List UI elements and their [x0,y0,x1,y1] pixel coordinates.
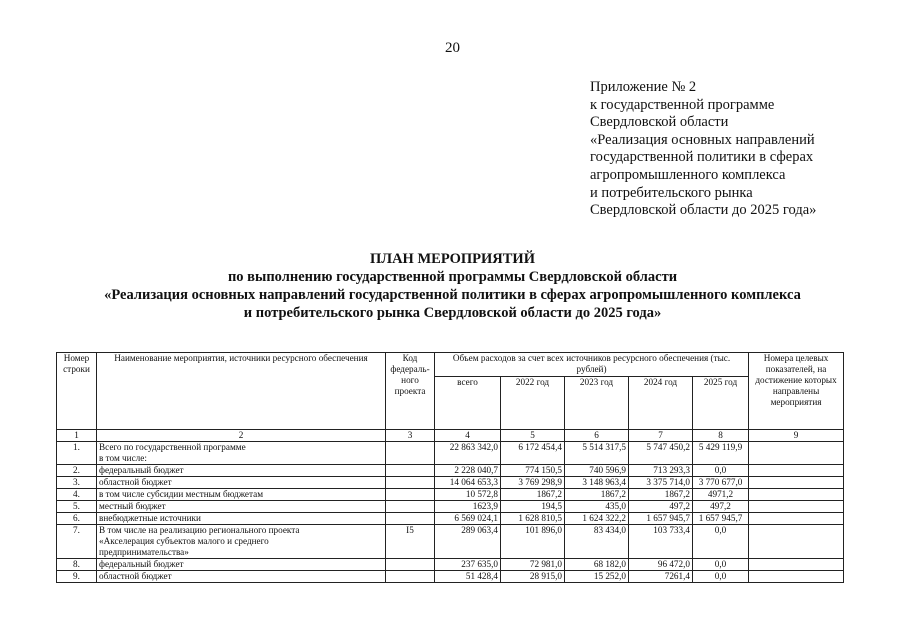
row-total-cell: 22 863 342,0 [435,442,501,465]
row-2023-cell: 5 514 317,5 [565,442,629,465]
appendix-line: к государственной программе [590,96,775,113]
column-number: 3 [386,430,435,442]
appendix-line: Свердловской области [590,114,729,131]
row-targets-cell [749,559,844,571]
row-2023-cell: 740 596,9 [565,465,629,477]
row-2022-cell: 72 981,0 [501,559,565,571]
header-target-indicators: Номера целевых показателей, на достижение которых направлены мероприятия [749,353,844,430]
header-total: всего [435,377,501,430]
row-total-cell: 289 063,4 [435,525,501,559]
header-year-2023: 2023 год [565,377,629,430]
row-code-cell [386,465,435,477]
row-name-cell: местный бюджет [97,501,386,513]
row-2022-cell: 6 172 454,4 [501,442,565,465]
row-2025-cell: 1 657 945,7 [693,513,749,525]
row-targets-cell [749,513,844,525]
row-number-cell: 3. [57,477,97,489]
header-federal-project-code: Код федераль-ного проекта [386,353,435,430]
row-2024-cell: 497,2 [629,501,693,513]
row-2023-cell: 1 624 322,2 [565,513,629,525]
row-code-cell [386,501,435,513]
column-number: 4 [435,430,501,442]
row-2025-cell: 4971,2 [693,489,749,501]
row-2023-cell: 435,0 [565,501,629,513]
row-total-cell: 237 635,0 [435,559,501,571]
table-row [57,489,844,501]
column-number: 1 [57,430,97,442]
row-total-cell: 10 572,8 [435,489,501,501]
appendix-line: агропромышленного комплекса [590,166,786,183]
row-name-cell: внебюджетные источники [97,513,386,525]
header-year-2025: 2025 год [693,377,749,430]
row-total-cell: 51 428,4 [435,571,501,583]
row-number-cell: 8. [57,559,97,571]
row-code-cell [386,571,435,583]
appendix-line: Приложение № 2 [590,79,697,95]
row-2025-cell: 5 429 119,9 [693,442,749,465]
row-targets-cell [749,465,844,477]
row-2023-cell: 1867,2 [565,489,629,501]
row-2024-cell: 96 472,0 [629,559,693,571]
row-2024-cell: 713 293,3 [629,465,693,477]
row-code-cell [386,477,435,489]
row-number-cell: 6. [57,513,97,525]
plan-table [56,352,844,583]
row-2022-cell: 774 150,5 [501,465,565,477]
row-name-cell: в том числе субсидии местным бюджетам [97,489,386,501]
row-2024-cell: 1867,2 [629,489,693,501]
row-total-cell: 6 569 024,1 [435,513,501,525]
table-row [57,442,844,465]
row-name-cell: Всего по государственной программе в том числе: [97,442,386,465]
row-targets-cell [749,477,844,489]
column-number-row [57,430,844,442]
row-2022-cell: 1867,2 [501,489,565,501]
row-2025-cell: 497,2 [693,501,749,513]
row-2024-cell: 103 733,4 [629,525,693,559]
column-number: 6 [565,430,629,442]
plan-title-line: ПЛАН МЕРОПРИЯТИЙ [370,251,535,267]
row-code-cell [386,513,435,525]
row-name-cell: областной бюджет [97,571,386,583]
row-total-cell: 1623,9 [435,501,501,513]
row-2024-cell: 7261,4 [629,571,693,583]
row-targets-cell [749,525,844,559]
row-number-cell: 1. [57,442,97,465]
row-2023-cell: 83 434,0 [565,525,629,559]
row-2024-cell: 1 657 945,7 [629,513,693,525]
table-row [57,513,844,525]
appendix-line: Свердловской области до 2025 года» [590,202,817,219]
row-targets-cell [749,442,844,465]
row-2022-cell: 3 769 298,9 [501,477,565,489]
header-year-2022: 2022 год [501,377,565,430]
plan-title-line: «Реализация основных направлений государственной политики в сферах агропромышленного комплекса [104,287,801,303]
table-row [57,465,844,477]
row-number-cell: 7. [57,525,97,559]
column-number: 5 [501,430,565,442]
row-name-cell: областной бюджет [97,477,386,489]
row-2022-cell: 194,5 [501,501,565,513]
header-expenses: Объем расходов за счет всех источников ресурсного обеспечения (тыс. рублей) [435,353,749,377]
row-2022-cell: 28 915,0 [501,571,565,583]
row-2022-cell: 101 896,0 [501,525,565,559]
row-targets-cell [749,501,844,513]
row-number-cell: 4. [57,489,97,501]
row-2025-cell: 3 770 677,0 [693,477,749,489]
row-2025-cell: 0,0 [693,525,749,559]
row-code-cell [386,559,435,571]
row-code-cell [386,442,435,465]
row-name-cell: федеральный бюджет [97,465,386,477]
plan-title [0,250,905,322]
row-total-cell: 2 228 040,7 [435,465,501,477]
row-number-cell: 2. [57,465,97,477]
row-total-cell: 14 064 653,3 [435,477,501,489]
row-code-cell: I5 [386,525,435,559]
row-2024-cell: 5 747 450,2 [629,442,693,465]
column-number: 9 [749,430,844,442]
plan-table-body [57,430,844,583]
row-targets-cell [749,489,844,501]
plan-title-line: по выполнению государственной программы Свердловской области [227,269,678,285]
page-number: 20 [445,40,460,56]
column-number: 2 [97,430,386,442]
header-row-number: Номер строки [57,353,97,430]
row-number-cell: 9. [57,571,97,583]
column-number: 7 [629,430,693,442]
plan-title-line: и потребительского рынка Свердловской области до 2025 года» [243,305,662,321]
table-row [57,501,844,513]
appendix-line: и потребительского рынка [590,184,753,201]
row-2022-cell: 1 628 810,5 [501,513,565,525]
row-number-cell: 5. [57,501,97,513]
appendix-line: «Реализация основных направлений [590,131,815,148]
row-name-cell: федеральный бюджет [97,559,386,571]
table-row [57,477,844,489]
row-2023-cell: 15 252,0 [565,571,629,583]
row-2023-cell: 68 182,0 [565,559,629,571]
row-name-cell: В том числе на реализацию регионального проекта «Акселерация субъектов малого и среднего предпринимательства» [97,525,386,559]
appendix-line: государственной политики в сферах [590,149,814,166]
row-2024-cell: 3 375 714,0 [629,477,693,489]
header-year-2024: 2024 год [629,377,693,430]
table-row [57,571,844,583]
column-number: 8 [693,430,749,442]
table-row [57,525,844,559]
header-name: Наименование мероприятия, источники ресурсного обеспечения [97,353,386,430]
row-2023-cell: 3 148 963,4 [565,477,629,489]
appendix-block [590,79,890,220]
row-2025-cell: 0,0 [693,571,749,583]
row-2025-cell: 0,0 [693,559,749,571]
row-2025-cell: 0,0 [693,465,749,477]
row-code-cell [386,489,435,501]
row-targets-cell [749,571,844,583]
table-row [57,559,844,571]
